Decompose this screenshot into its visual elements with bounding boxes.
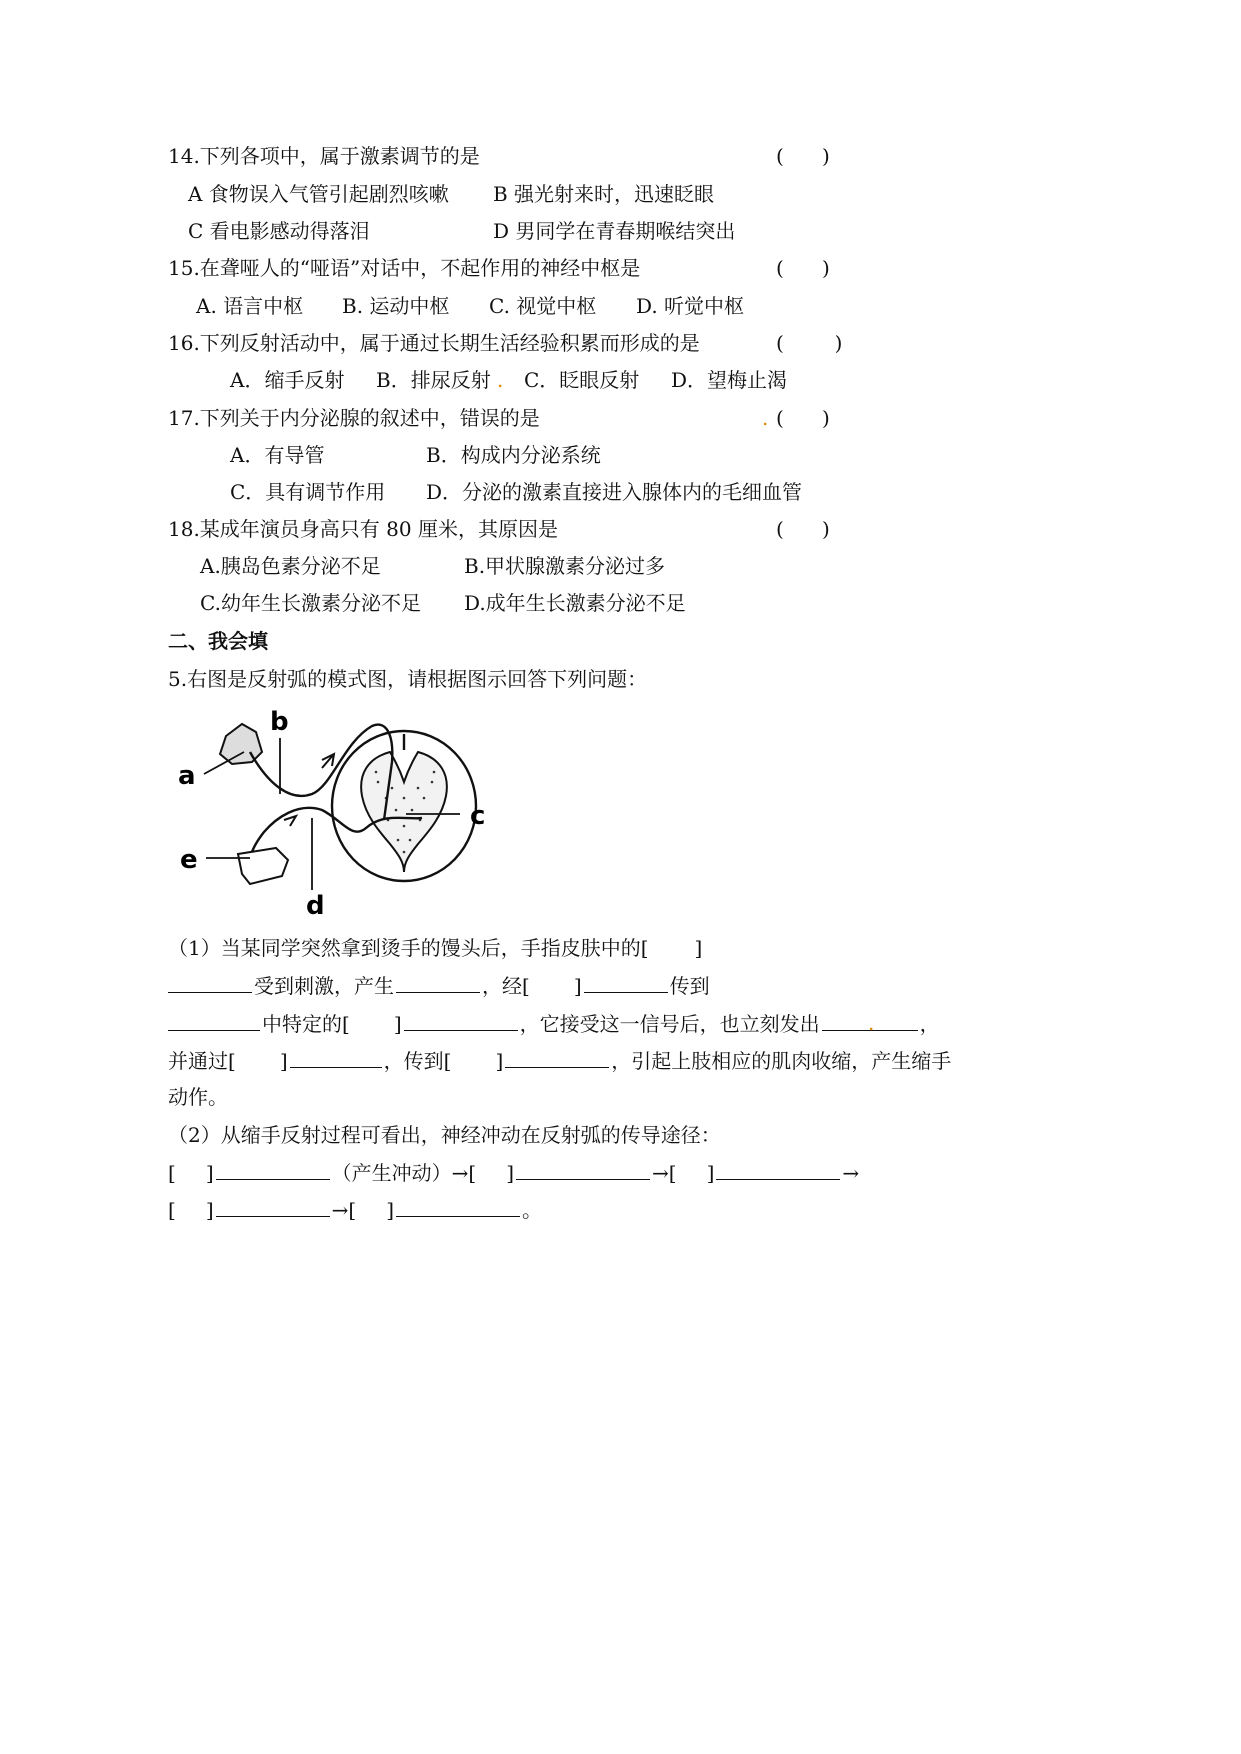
- part-1-text: ]: [495, 1049, 504, 1073]
- question-18-option-a: A.胰岛色素分泌不足: [200, 554, 381, 578]
- question-16-option-c: C．眨眼反射: [524, 368, 640, 392]
- question-18-option-b: B.甲状腺激素分泌过多: [464, 554, 666, 578]
- part-2-intro: （2）从缩手反射过程可看出，神经冲动在反射弧的传导途径：: [168, 1123, 721, 1147]
- part-1-line-3: [168, 1010, 940, 1037]
- part-1-text: 并通过[: [168, 1049, 236, 1073]
- impulse-note: （产生冲动）: [331, 1161, 452, 1185]
- fill-blank[interactable]: [168, 1010, 260, 1031]
- part-1-text: ，: [919, 1012, 940, 1036]
- muscle-effector: [238, 848, 288, 884]
- part-1-text: ，经[: [482, 974, 530, 998]
- part-1-text: （1）当某同学突然拿到烫手的馒头后，手指皮肤中的[: [168, 936, 649, 960]
- stray-dot-mark: .: [762, 406, 769, 430]
- fill-blank[interactable]: [716, 1159, 840, 1180]
- part-1-text: ，引起上肢相应的肌肉收缩，产生缩手: [611, 1049, 952, 1073]
- question-15-option-a: A. 语言中枢: [196, 294, 304, 318]
- question-14-stem: 14.下列各项中，属于激素调节的是: [168, 144, 480, 168]
- question-17-answer-paren: ( ): [776, 406, 830, 430]
- question-15-option-c: C. 视觉中枢: [489, 294, 597, 318]
- fill-blank[interactable]: [516, 1159, 650, 1180]
- question-15-option-d: D. 听觉中枢: [636, 294, 745, 318]
- reflex-arc-diagram: [172, 702, 502, 920]
- part-1-text: 中特定的[: [262, 1012, 350, 1036]
- diagram-label-d: d: [306, 891, 325, 920]
- question-15-stem: 15.在聋哑人的“哑语”对话中，不起作用的神经中枢是: [168, 256, 641, 280]
- part-1-text: ]: [279, 1049, 288, 1073]
- part-1-text: ]: [393, 1012, 402, 1036]
- question-16-stem: 16.下列反射活动中，属于通过长期生活经验积累而形成的是: [168, 331, 700, 355]
- bracket-close: ]: [706, 1161, 715, 1185]
- section-heading: 二、我会填: [168, 629, 268, 653]
- question-14-answer-paren: ( ): [776, 144, 830, 168]
- question-14-option-d: D 男同学在青春期喉结突出: [493, 219, 736, 243]
- diagram-label-c: c: [470, 801, 486, 831]
- diagram-label-a: a: [178, 761, 196, 791]
- arrow: →: [451, 1161, 469, 1185]
- part-1-text: 传到: [669, 974, 710, 998]
- bracket-open: [: [668, 1161, 677, 1185]
- question-17-stem: 17.下列关于内分泌腺的叙述中，错误的是: [168, 406, 540, 430]
- question-16-option-b: B．排尿反射: [376, 368, 491, 392]
- question-18-stem: 18.某成年演员身高只有 80 厘米，其原因是: [168, 517, 558, 541]
- bracket-close: ]: [386, 1198, 395, 1222]
- question-17-option-c: C．具有调节作用: [230, 480, 386, 504]
- fill-blank[interactable]: [505, 1047, 609, 1068]
- question-14-option-c: C 看电影感动得落泪: [188, 219, 370, 243]
- part-1-line-5: 动作。: [168, 1085, 228, 1109]
- fill-blank[interactable]: [216, 1196, 330, 1217]
- question-5-intro: 5.右图是反射弧的模式图，请根据图示回答下列问题：: [168, 667, 648, 691]
- question-18-option-c: C.幼年生长激素分泌不足: [200, 591, 421, 615]
- sensory-arrow-icon: [322, 754, 334, 768]
- fill-blank[interactable]: [290, 1047, 382, 1068]
- part-1-text: ]: [573, 974, 582, 998]
- bracket-close: ]: [205, 1198, 214, 1222]
- question-16-option-d: D．望梅止渴: [671, 368, 788, 392]
- arrow: →: [842, 1161, 860, 1185]
- question-17-option-a: A．有导管: [230, 443, 325, 467]
- part-1-text: ，它接受这一信号后，也立刻发出: [519, 1012, 820, 1036]
- stray-dot-mark: .: [497, 368, 504, 392]
- question-14-option-b: B 强光射来时，迅速眨眼: [493, 182, 715, 206]
- part-1-text: 受到刺激，产生: [254, 974, 394, 998]
- arrow: →: [331, 1198, 349, 1222]
- question-17-option-d: D．分泌的激素直接进入腺体内的毛细血管: [426, 480, 803, 504]
- question-14-option-a: A 食物误入气管引起剧烈咳嗽: [188, 182, 449, 206]
- fill-blank[interactable]: [216, 1159, 330, 1180]
- stray-dot-mark: .: [868, 1011, 875, 1035]
- bracket-open: [: [168, 1161, 176, 1185]
- bracket-open: [: [168, 1198, 176, 1222]
- part-1-line-2: [168, 972, 710, 999]
- part-1-text: ，传到[: [383, 1049, 452, 1073]
- question-18-answer-paren: ( ): [776, 517, 830, 541]
- part-1-line-4: [168, 1047, 951, 1074]
- bracket-close: ]: [506, 1161, 515, 1185]
- fill-blank[interactable]: [168, 972, 252, 993]
- part-2-path-line-1: [168, 1159, 859, 1186]
- question-16-option-a: A．缩手反射: [230, 368, 345, 392]
- part-1-line-1: [168, 935, 702, 961]
- question-16-answer-paren: ( ): [776, 331, 843, 355]
- fill-blank[interactable]: [396, 972, 480, 993]
- bracket-open: [: [348, 1198, 357, 1222]
- question-15-answer-paren: ( ): [776, 256, 830, 280]
- skin-receptor-patch: [220, 724, 262, 764]
- diagram-label-e: e: [180, 845, 198, 875]
- motor-arrow-icon: [284, 816, 296, 826]
- fill-blank[interactable]: [396, 1196, 520, 1217]
- spinal-cord-section: [332, 731, 476, 881]
- part-1-text: ]: [694, 936, 703, 960]
- fill-blank[interactable]: [404, 1010, 518, 1031]
- question-17-option-b: B．构成内分泌系统: [426, 443, 601, 467]
- question-15-option-b: B. 运动中枢: [342, 294, 450, 318]
- diagram-label-b: b: [270, 707, 289, 737]
- part-2-path-line-2: [168, 1196, 542, 1223]
- fill-blank[interactable]: [584, 972, 668, 993]
- end-mark: 。: [522, 1198, 543, 1222]
- bracket-close: ]: [205, 1161, 214, 1185]
- arrow: →: [652, 1161, 669, 1185]
- bracket-open: [: [468, 1161, 477, 1185]
- question-18-option-d: D.成年生长激素分泌不足: [464, 591, 686, 615]
